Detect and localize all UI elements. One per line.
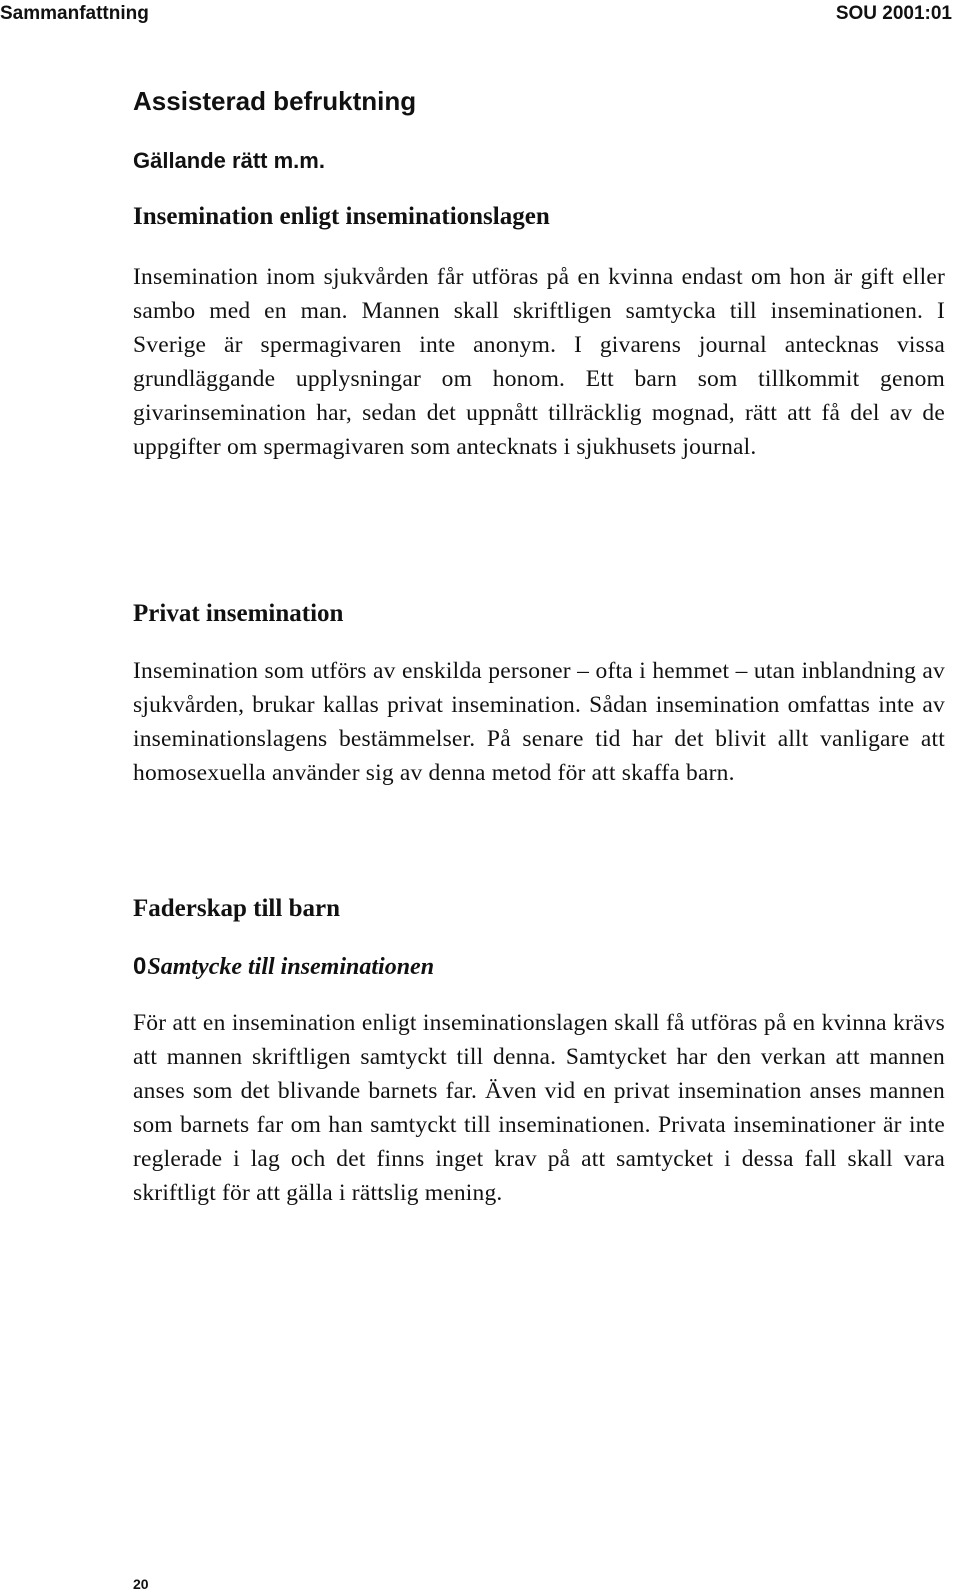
section-heading-private-insemination: Privat insemination: [133, 600, 344, 627]
subheading-marker: 0: [133, 953, 147, 980]
page-number: 20: [133, 1576, 149, 1592]
section-paragraph-private-insemination: Insemination som utförs av enskilda personer – ofta i hemmet – utan inblandning av sjukvården, brukar kallas privat insemination. Sådan insemination omfattas inte av inseminationslagens bestämmelser. På senare tid har det blivit allt vanligare att homosexuella använder sig av denna metod för att skaffa barn.: [133, 658, 945, 786]
header-section-name: Sammanfattning: [0, 3, 149, 24]
subsection-heading-consent: [133, 953, 434, 981]
section-paragraph-insemination-law: Insemination inom sjukvården får utföras på en kvinna endast om hon är gift eller sambo med en man. Mannen skall skriftligen samtycka till inseminationen. I Sverige är spermagivaren inte anonym. I givarens journal antecknas vissa grundläggande upplysningar om honom. Ett barn som tillkommit genom givarinsemination har, sedan det uppnått tillräcklig mognad, rätt att få del av de uppgifter om spermagivaren som antecknats i sjukhusets journal.: [133, 264, 945, 460]
section-heading-paternity: Faderskap till barn: [133, 895, 340, 922]
subheading-text: Samtycke till inseminationen: [147, 954, 435, 980]
page-title: Assisterad befruktning: [133, 86, 417, 116]
header-document-id: SOU 2001:01: [835, 3, 952, 24]
section-paragraph-paternity: För att en insemination enligt inseminationslagen skall få utföras på en kvinna krävs att mannen skriftligen samtyckt till denna. Samtycket har den verkan att mannen anses som det blivande barnets far. Även vid en privat insemination anses mannen som barnets far om han samtyckt till inseminationen. Privata inseminationer är inte reglerade i lag och det finns inget krav på att samtycket i dessa fall skall vara skriftligt för att gälla i rättslig mening.: [133, 1010, 945, 1206]
page-subtitle: Gällande rätt m.m.: [133, 148, 325, 173]
section-heading-insemination-law: Insemination enligt inseminationslagen: [133, 203, 550, 230]
running-header: [0, 3, 952, 27]
